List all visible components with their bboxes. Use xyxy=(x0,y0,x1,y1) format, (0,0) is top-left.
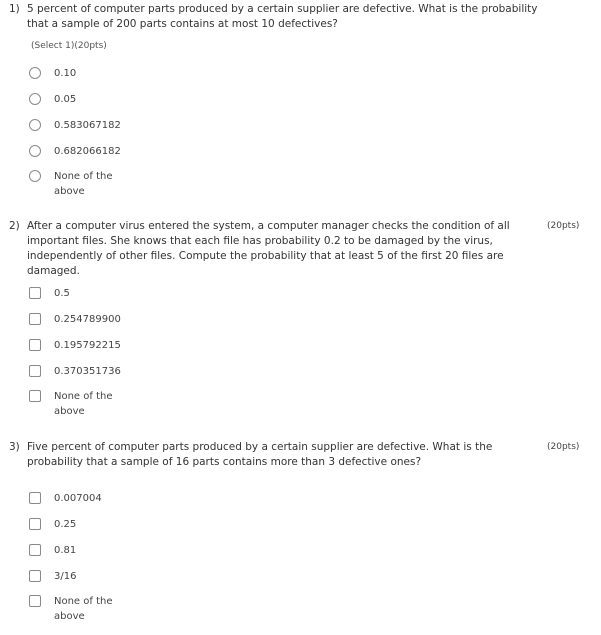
points-badge: (20pts) xyxy=(547,221,580,231)
checkbox[interactable] xyxy=(29,570,41,582)
checkbox[interactable] xyxy=(29,339,41,351)
checkbox[interactable] xyxy=(29,365,41,377)
points-badge: (20pts) xyxy=(547,442,580,452)
checkbox[interactable] xyxy=(29,544,41,556)
option-label: 3/16 xyxy=(54,571,77,582)
checkbox[interactable] xyxy=(29,287,41,299)
question-number: 3) xyxy=(9,441,20,453)
question-text: 5 percent of computer parts produced by a certain supplier are defective. What is the probability that a sample of 200 parts contains at most 10 defectives? xyxy=(27,3,538,30)
radio-button[interactable] xyxy=(29,67,41,79)
option-label: None of the above xyxy=(54,171,113,197)
option-label: None of the above xyxy=(54,596,113,622)
checkbox[interactable] xyxy=(29,492,41,504)
option-label: 0.682066182 xyxy=(54,146,121,157)
option-label: 0.195792215 xyxy=(54,340,121,351)
radio-button[interactable] xyxy=(29,119,41,131)
option-label: 0.10 xyxy=(54,68,77,79)
question-number: 2) xyxy=(9,220,20,232)
radio-button[interactable] xyxy=(29,145,41,157)
radio-button[interactable] xyxy=(29,170,41,182)
option-label: 0.007004 xyxy=(54,493,102,504)
option-label: None of the above xyxy=(54,391,113,417)
question-text: After a computer virus entered the system, a computer manager checks the condition of all important files. She knows that each file has probability 0.2 to be damaged by the virus, independently of other files. Compute the probability that at least 5 of the first 20 files are damaged. xyxy=(27,220,510,277)
option-label: 0.370351736 xyxy=(54,366,121,377)
checkbox[interactable] xyxy=(29,595,41,607)
select-hint: (Select 1)(20pts) xyxy=(31,41,107,51)
option-label: 0.583067182 xyxy=(54,120,121,131)
checkbox[interactable] xyxy=(29,390,41,402)
option-label: 0.05 xyxy=(54,94,77,105)
question-number: 1) xyxy=(9,3,20,15)
checkbox[interactable] xyxy=(29,518,41,530)
radio-button[interactable] xyxy=(29,93,41,105)
option-label: 0.254789900 xyxy=(54,314,121,325)
option-label: 0.5 xyxy=(54,288,70,299)
checkbox[interactable] xyxy=(29,313,41,325)
question-text: Five percent of computer parts produced by a certain supplier are defective. What is the probability that a sample of 16 parts contains more than 3 defective ones? xyxy=(27,441,493,468)
option-label: 0.81 xyxy=(54,545,77,556)
option-label: 0.25 xyxy=(54,519,77,530)
